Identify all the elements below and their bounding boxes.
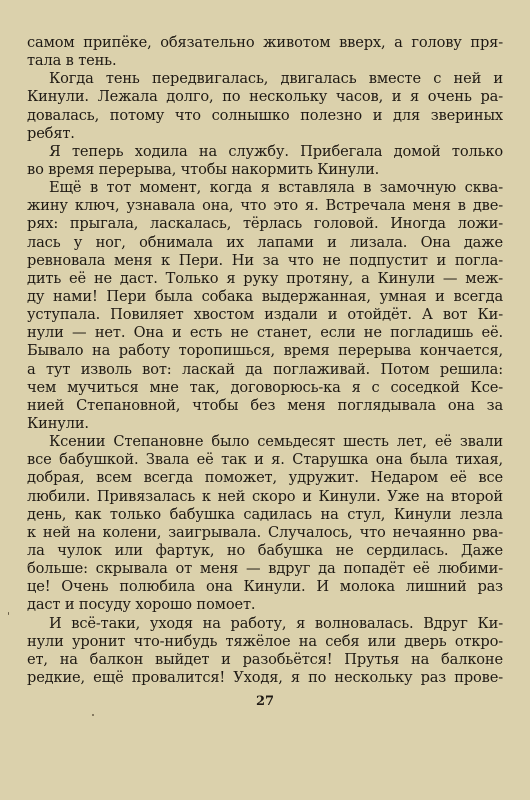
text-line: Я теперь ходила на службу. Прибегала домой только (49, 142, 503, 160)
body-text (27, 34, 503, 687)
text-line: ет, на балкон выйдет и разобьётся! Прутья на балконе (27, 650, 503, 668)
text-line: це! Очень полюбила она Кинули. И молока лишний раз (27, 578, 503, 596)
text-line: даст и посуду хорошо помоет. (27, 596, 256, 614)
text-line: все бабушкой. Звала её так и я. Старушка она была тихая, (27, 451, 503, 469)
text-line: уступала. Повиляет хвостом издали и отойдёт. А вот Ки- (27, 306, 503, 324)
text-line: довалась, потому что солнышко полезно и для звериных (27, 106, 503, 124)
text-line: чем мучиться мне так, договорюсь-ка я с соседкой Ксе- (27, 378, 503, 396)
text-line: Бывало на работу торопишься, время перерыва кончается, (27, 342, 503, 360)
page-number: 27 (255, 694, 275, 709)
text-line: во время перерыва, чтобы накормить Кинули. (27, 160, 380, 178)
text-line: ла чулок или фартук, но бабушка не сердилась. Даже (27, 541, 503, 559)
text-line: Ксении Степановне было семьдесят шесть лет, её звали (49, 433, 503, 451)
text-line: больше: скрывала от меня — вдруг да попадёт её любими- (27, 560, 503, 578)
text-line: Кинули. (27, 414, 89, 432)
text-line: нули уронит что-нибудь тяжёлое на себя или дверь откро- (27, 632, 503, 650)
text-line: И всё-таки, уходя на работу, я волновалась. Вдруг Ки- (49, 614, 503, 632)
text-line: самом припёке, обязательно животом вверх, а голову пря- (27, 34, 503, 51)
paper-speck (8, 612, 9, 615)
text-line: рях: прыгала, ласкалась, тёрлась головой. Иногда ложи- (27, 215, 503, 233)
text-line: к ней на колени, заигрывала. Случалось, что нечаянно рва- (27, 523, 503, 541)
text-line: нией Степановной, чтобы без меня поглядывала она за (27, 396, 503, 414)
text-line: редкие, ещё провалится! Уходя, я по нескольку раз прове- (27, 668, 503, 686)
text-line: Кинули. Лежала долго, по нескольку часов, и я очень ра- (27, 88, 503, 106)
text-line: Ещё в тот момент, когда я вставляла в замочную сква- (49, 179, 503, 197)
text-line: ребят. (27, 124, 75, 142)
text-line: любили. Привязалась к ней скоро и Кинули. Уже на второй (27, 487, 503, 505)
text-line: тала в тень. (27, 52, 117, 70)
text-line: ду нами! Пери была собака выдержанная, умная и всегда (27, 287, 503, 305)
text-line: дить её не даст. Только я руку протяну, а Кинули — меж- (27, 269, 503, 287)
text-line: Когда тень передвигалась, двигалась вместе с ней и (49, 70, 503, 88)
text-line: нули — нет. Она и есть не станет, если не погладишь её. (27, 324, 503, 342)
paper-speck (92, 714, 94, 716)
text-line: лась у ног, обнимала их лапами и лизала. Она даже (27, 233, 503, 251)
text-line: день, как только бабушка садилась на стул, Кинули лезла (27, 505, 503, 523)
text-line: жину ключ, узнавала она, что это я. Встречала меня в две- (27, 197, 503, 215)
text-line: ревновала меня к Пери. Ни за что не подпустит и поглa- (27, 251, 503, 269)
text-line: а тут изволь вот: ласкай да поглаживай. Потом решила: (27, 360, 503, 378)
text-line: добрая, всем всегда поможет, удружит. Недаром её все (27, 469, 503, 487)
